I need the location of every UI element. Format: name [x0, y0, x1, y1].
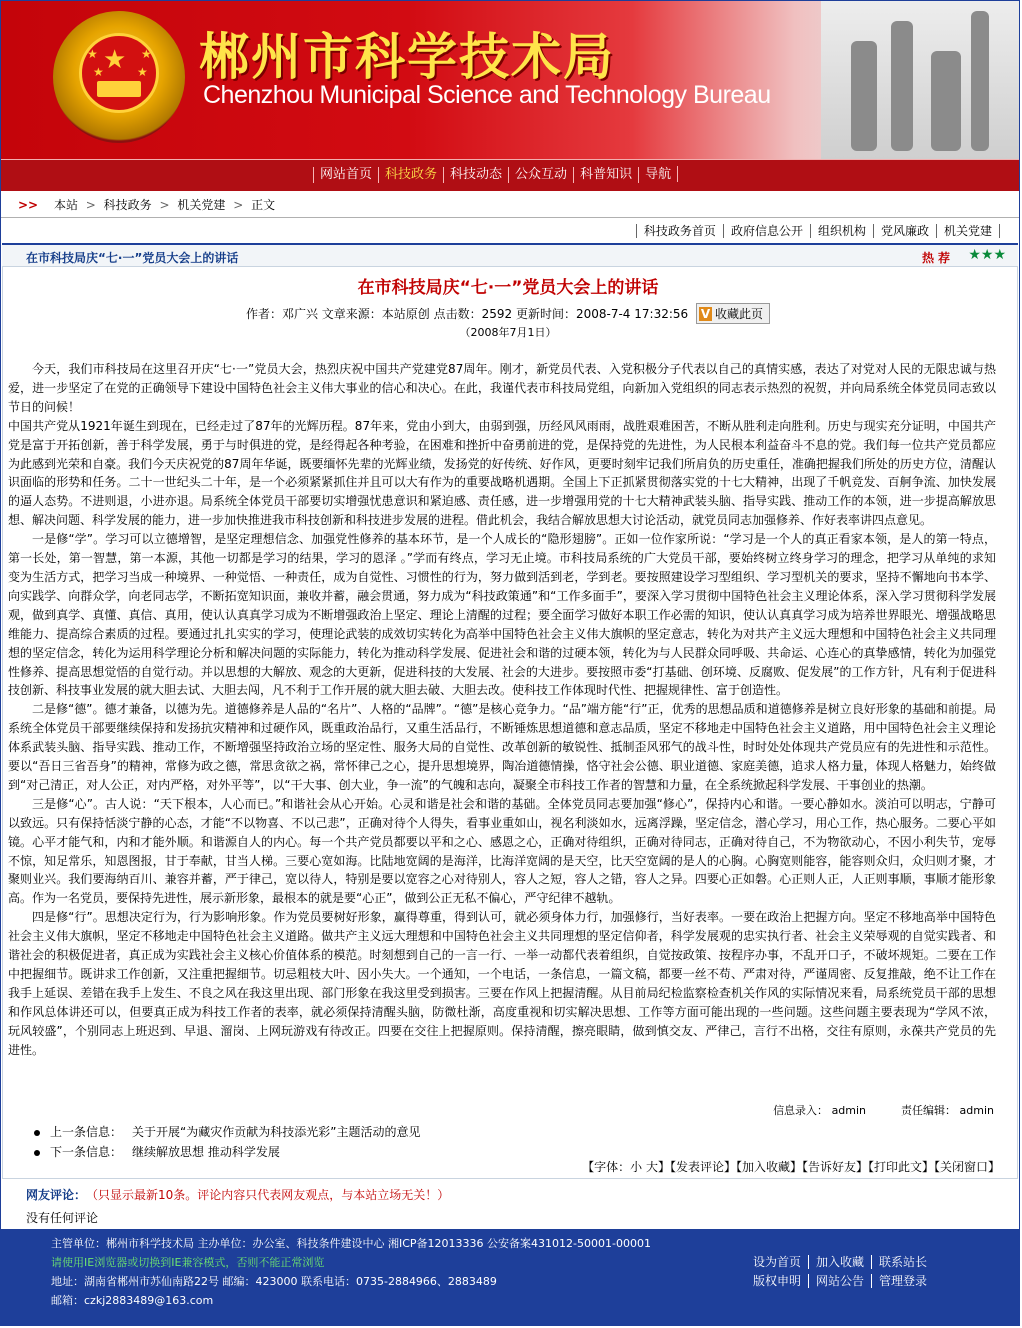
breadcrumb-home[interactable]: 本站 [53, 198, 78, 212]
bullet-icon [34, 1130, 40, 1136]
editor-value: admin [959, 1104, 994, 1117]
subnav-party-building[interactable]: 机关党建 [936, 224, 1000, 238]
nav-home[interactable]: 网站首页 [313, 167, 378, 183]
nav-tech-affairs[interactable]: 科技政务 [378, 167, 443, 183]
article-body [8, 360, 996, 1060]
next-label: 下一条信息： [50, 1145, 123, 1159]
comments-title: 网友评论： [26, 1188, 87, 1202]
national-emblem-logo: ★ ★ ★ ★ ★ [53, 11, 185, 143]
titlebar-title: 在市科技局庆“七·一”党员大会上的讲话 [26, 251, 239, 265]
next-article [34, 1142, 420, 1162]
article-meta-text: 作者：邓广兴 文章来源：本站原创 点击数：2592 更新时间：2008-7-4 17:32:56 [245, 307, 689, 321]
nav-navigation[interactable]: 导航 [638, 167, 677, 183]
editor-info [773, 1102, 994, 1118]
no-comments-text: 没有任何评论 [26, 1211, 99, 1225]
subnav-gov-info[interactable]: 政府信息公开 [723, 224, 810, 238]
copyright-link[interactable]: 版权申明 [753, 1274, 802, 1288]
comments-header [26, 1186, 449, 1203]
article-paragraph: 今天，我们市科技局在这里召开庆“七·一”党员大会，热烈庆祝中国共产党建党87周年。刚才，新党员代表、入党积极分子代表以自己的真情实感，表达了对党对人民的无限忠诚与热爱，进一步坚定了在党的正确领导下建设中国特色社会主义伟大事业的信心和决心。在此，我谨代表市科技局党组，向新加入党组织的同志表示热烈的祝贺，并向局系统全体党员同志致以节日的问候！ [8, 362, 996, 414]
site-notice-link[interactable]: 网站公告 [808, 1274, 871, 1288]
breadcrumb-arrows-icon: >> [18, 198, 39, 212]
footer [1, 1229, 1019, 1325]
add-favorite-link[interactable]: 加入收藏 [808, 1255, 871, 1269]
main-nav [1, 159, 1019, 191]
nav-public-interaction[interactable]: 公众互动 [508, 167, 573, 183]
footer-links-row1 [753, 1253, 934, 1270]
site-subtitle: Chenzhou Municipal Science and Technology Bureau [203, 81, 771, 109]
favorite-icon: V [700, 307, 711, 321]
article-date: （2008年7月1日） [459, 326, 557, 339]
footer-email: 邮箱：czkj2883489@163.com [51, 1294, 214, 1307]
breadcrumb-tech-affairs[interactable]: 科技政务 [103, 198, 152, 212]
favorite-label: 收藏此页 [714, 307, 763, 321]
subnav-clean-govt[interactable]: 党风廉政 [873, 224, 936, 238]
divider [1, 217, 1019, 218]
sub-nav [636, 222, 1000, 239]
article-meta [0, 303, 1016, 324]
bullet-icon [34, 1150, 40, 1156]
admin-login-link[interactable]: 管理登录 [871, 1274, 934, 1288]
set-homepage-link[interactable]: 设为首页 [753, 1255, 802, 1269]
article-paragraph: 二是修“德”。德才兼备，以德为先。道德修养是人品的“名片”、人格的“品牌”。“德”是核心竞争力。“品”端方能“行”正，优秀的思想品质和道德修养是树立良好形象的基础和前提。局系统全体党员干部要继续保持和发扬抗灾精神和过硬作风，既重政治品行，又重生活品行，不断锤炼思想道德和意志品质，坚定不移地走中国特色社会主义道路，用中国特色社会主义理论体系武装头脑、指导实践、推动工作，不断增强坚持政治立场的坚定性、服务大局的自觉性、改革创新的敏锐性、抵制歪风邪气的战斗性，时时处处体现共产党员应有的先进性和示范性。要以“吾日三省吾身”的精神，常修为政之德，常思贪欲之祸，常怀律己之心，提升思想境界，陶冶道德情操，恪守社会公德、职业道德、家庭美德，追求人格力量，体现人格魅力，始终做到“对己清正，对人公正，对内严格，对外平等”，以“干大事、创大业，争一流”的气魄和志向，凝聚全市科技工作者的智慧和力量，在全系统掀起科学发展、干事创业的热潮。 [8, 702, 996, 792]
editor-label: 责任编辑： [901, 1104, 957, 1117]
breadcrumb-current: 正文 [251, 198, 276, 212]
site-title: 郴州市科学技术局 [199, 27, 615, 86]
footer-browser-notice: 请使用IE浏览器或切换到IE兼容模式，否则不能正常浏览 [51, 1256, 325, 1269]
footer-links-row2 [753, 1272, 934, 1289]
sculpture-image [821, 1, 1019, 159]
footer-address: 地址：湖南省郴州市苏仙南路22号 邮编：423000 联系电话：0735-2884966、2883489 [51, 1275, 497, 1288]
rating-stars-icon: ★★★ [968, 247, 1006, 263]
article-tools[interactable]: 【字体：小 大】【发表评论】【加入收藏】【告诉好友】【打印此文】【关闭窗口】 [582, 1160, 1000, 1174]
article-paragraph: 一是修“学”。学习可以立德增智，是坚定理想信念、加强党性修养的基本环节，是一个人成长的“隐形翅膀”。正如一位作家所说：“学习是一个人的真正看家本领，是人的第一特点，第一长处，第一智慧，第一本源，其他一切都是学习的结果，学习的恩泽 。”学而有终点，学习无止境。市科技局系统的广大党员干部，要始终树立终身学习的理念，把学习从单纯的求知变为生活方式，把学习当成一种境界、一种觉悟、一种责任，成为自觉性、习惯性的行为，努力做到活到老，学到老。要按照建设学习型组织、学习型机关的要求，坚持不懈地向书本学、向实践学、向群众学，向老同志学，不断拓宽知识面，兼收并蓄，融会贯通，努力成为“科技政策通”和“工作多面手”，要深入学习贯彻中国特色社会主义理论体系，深入学习贯彻科学发展观，做到真学、真懂、真信、真用，使认认真真学习成为不断增强政治上坚定、理论上清醒的过程；要全面学习做好本职工作必需的知识，使认认真真学习成为培养世界眼光、增强战略思维能力、提高综合素质的过程。要通过扎扎实实的学习，使理论武装的成效切实转化为高举中国特色社会主义伟大旗帜的坚定意志，转化为对共产主义远大理想和中国特色社会主义共同理想的坚定信念，转化为运用科学理论分析和解决问题的实际能力，转化为推动科学发展、促进社会和谐的过硬本领，转化为与人民群众同呼吸、共命运、心连心的真挚感情，转化为加强党性修养、提高思想觉悟的自觉行动。并以思想的大解放、观念的大更新，促进科技的大发展、社会的大进步。要按照市委“打基础、创环境、反腐败、促发展”的工作方针，凡有利于促进科技创新、科技事业发展的就大胆去试、大胆去闯，凡不利于工作开展的就大胆去破、大胆去改。使科技工作体现时代性、把握规律性、富于创造性。 [8, 532, 996, 698]
prev-article [34, 1122, 420, 1142]
prev-article-link[interactable]: 关于开展“为藏灾作贡献为科技添光彩”主题活动的意见 [132, 1125, 421, 1139]
input-by-value: admin [831, 1104, 867, 1117]
subnav-tech-affairs-home[interactable]: 科技政务首页 [636, 224, 723, 238]
article-title: 在市科技局庆“七·一”党员大会上的讲话 [357, 278, 659, 298]
nav-tech-news[interactable]: 科技动态 [443, 167, 508, 183]
article-paragraph: 四是修“行”。思想决定行为，行为影响形象。作为党员要树好形象，赢得尊重，得到认可，就必须身体力行，加强修行，当好表率。一要在政治上把握方向。坚定不移地高举中国特色社会主义伟大旗帜，坚定不移地走中国特色社会主义道路。做共产主义远大理想和中国特色社会主义共同理想的坚定信仰者，科学发展观的忠实执行者、社会主义荣辱观的自觉实践者、和谐社会的积极促进者，真正成为实践社会主义核心价值体系的模范。时刻想到自己的一言一行、一举一动都代表着组织，自觉按政策、按程序办事，不乱开口子，不破坏规矩。二要在工作中把握细节。既讲求工作创新，又注重把握细节。切忌粗枝大叶、因小失大。一个通知，一个电话，一条信息，一篇文稿，都要一丝不苟、严肃对待，严谨周密、反复推敲，绝不让工作在我手上延误、差错在我手上发生、不良之风在我这里出现、部门形象在我这里受到损害。三要在作风上把握清醒。从目前局纪检监察检查机关作风的实际情况来看，局系统党员干部的思想和作风总体讲还可以，但要真正成为科技工作者的表率，就必须保持清醒头脑，防微杜渐，高度重视和切实解决思想、工作等方面可能出现的一些问题。这些问题主要表现为“学风不浓，玩风较盛”，个别同志上班迟到、早退、溜岗、上网玩游戏有待改正。四要在交往上把握原则。保持清醒，擦亮眼睛，做到慎交友、严律己，言行不出格，交往有原则，永葆共产党员的先进性。 [8, 910, 996, 1057]
input-by-label: 信息录入： [773, 1104, 829, 1117]
footer-sponsor: 主管单位：郴州市科学技术局 主办单位：办公室、科技条件建设中心 湘ICP备12013336 公安备案431012-50001-00001 [51, 1237, 651, 1250]
article-titlebar [2, 243, 1018, 267]
nav-science-knowledge[interactable]: 科普知识 [573, 167, 638, 183]
prev-label: 上一条信息： [50, 1125, 123, 1139]
favorite-button[interactable] [696, 303, 770, 324]
article-paragraph: 三是修“心”。古人说：“天下根本，人心而已。”和谐社会从心开始。心灵和谐是社会和谐的基础。全体党员同志要加强“修心”，保持内心和谐。一要心静如水。淡泊可以明志，宁静可以致远。只有保持恬淡宁静的心态，才能“不以物喜、不以己悲”，正确对待个人得失，看事业重如山，视名利淡如水，远离浮躁，坚定信念，潜心学习，用心工作，热心服务。二要心平如镜。心平才能气和，内和才能外顺。和谐源自人的内心。每一个共产党员都要以平和之心、感恩之心，正确对待组织，正确对待同志，正确对待自己，不为物欲动心，不因小利失节，宠辱不惊，知足常乐，知恩图报，甘于奉献，甘当人梯。三要心宽如海。比陆地宽阔的是海洋，比海洋宽阔的是天空，比天空宽阔的是人的心胸。心胸宽则能容，能容则众归，众归则才聚，才聚则业兴。我们要海纳百川、兼容并蓄，严于律己，宽以待人，特别是要以宽容之心对待别人，容人之短，容人之错，容人之异。四要心正如磐。心正则人正，人正则事顺，事顺才能形象高。作为一名党员，要保持先进性，展示新形象，最根本的就是要“心正”，做到公正无私不偏心，严守纪律不越轨。 [8, 796, 996, 906]
contact-admin-link[interactable]: 联系站长 [871, 1255, 934, 1269]
next-article-link[interactable]: 继续解放思想 推动科学发展 [132, 1145, 280, 1159]
subnav-organization[interactable]: 组织机构 [810, 224, 873, 238]
breadcrumb-party-building[interactable]: 机关党建 [177, 198, 226, 212]
prev-next-nav [34, 1122, 420, 1162]
breadcrumb: >> 本站 > 科技政务 > 机关党建 > 正文 [18, 198, 276, 212]
article-paragraph: 中国共产党从1921年诞生到现在，已经走过了87年的光辉历程。87年来，党由小到大，由弱到强，历经风风雨雨，战胜艰难困苦，不断从胜利走向胜利。历史与现实充分证明，中国共产党是富于开拓创新，善于科学发展，勇于与时俱进的党，是经得起各种考验，在困难和挫折中奋勇前进的党，是保持党的先进性，为人民根本利益奋斗不息的党。我们每一位共产党员都应为此感到光荣和自豪。我们今天庆祝党的87周年华诞，既要缅怀先辈的光辉业绩，发扬党的好传统、好作风，更要时刻牢记我们所肩负的历史重任，准确把握我们所处的历史方位，清醒认识面临的形势和任务。二十一世纪头二十年，是一个必须紧紧抓住并且可以大有作为的重要战略机遇期。全国上下正抓紧贯彻落实党的十七大精神，出现了千帆竞发、百舸争流、加快发展的逼人态势。不进则退，小进亦退。局系统全体党员干部要切实增强忧患意识和紧迫感、责任感，进一步增强用党的十七大精神武装头脑、指导实践、推动工作的本领，进一步提高解放思想、解决问题、科学发展的能力，进一步加快推进我市科技创新和科技进步发展的进程。借此机会，我结合解放思想大讨论活动，就党员同志加强修养、作好表率讲四点意见。 [8, 418, 996, 528]
comments-note: （只显示最新10条。评论内容只代表网友观点，与本站立场无关！） [92, 1188, 450, 1202]
hot-recommend-label: 热荐 [921, 251, 954, 265]
header-banner [1, 1, 1019, 159]
